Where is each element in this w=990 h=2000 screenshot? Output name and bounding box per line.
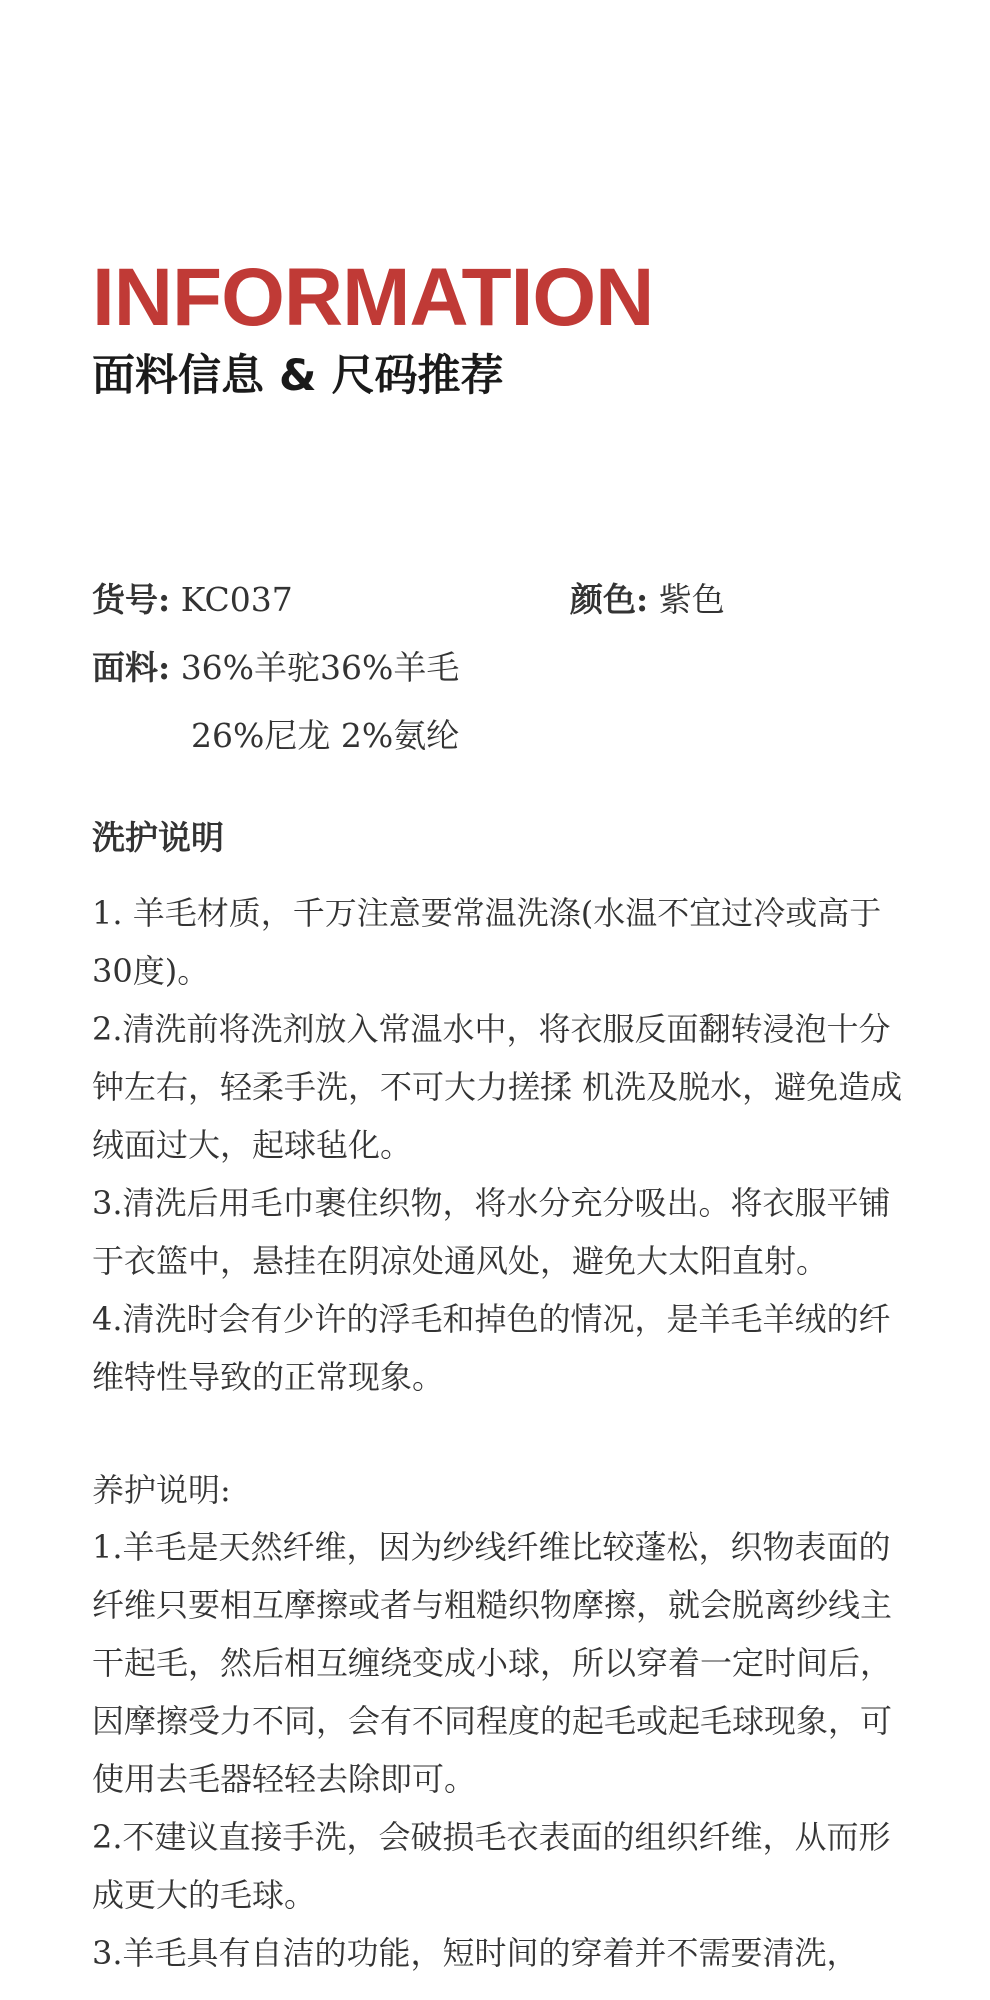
washing-instructions-title: 洗护说明 xyxy=(92,818,224,857)
item-number-value: KC037 xyxy=(180,580,293,619)
header-title-en: INFORMATION xyxy=(92,252,654,343)
color-label: 颜色: xyxy=(570,580,649,619)
washing-instruction-item: 1. 羊毛材质，千万注意要常温洗涤(水温不宜过冷或高于30度)。 xyxy=(92,894,882,990)
item-number-label: 货号: xyxy=(92,580,171,619)
maintenance-instruction-item: 1.羊毛是天然纤维，因为纱线纤维比较蓬松，织物表面的纤维只要相互摩擦或者与粗糙织物摩擦，就会脱离纱线主干起毛，然后相互缠绕变成小球，所以穿着一定时间后，因摩擦受力不同，会有不同程度的起毛或起毛球现象，可使用去毛器轻轻去除即可。 xyxy=(92,1528,893,1798)
maintenance-instructions-title: 养护说明: xyxy=(92,1471,231,1509)
color-value: 紫色 xyxy=(658,580,725,619)
fabric-composition-line1: 36%羊驼36%羊毛 xyxy=(180,648,460,687)
fabric-label: 面料: xyxy=(92,648,171,687)
maintenance-instructions-list xyxy=(92,1518,912,1982)
item-number-row xyxy=(92,580,293,620)
washing-instruction-item: 2.清洗前将洗剂放入常温水中，将衣服反面翻转浸泡十分钟左右，轻柔手洗，不可大力搓揉 机洗及脱水，避免造成绒面过大，起球毡化。 xyxy=(92,1010,903,1164)
fabric-composition-line2: 26%尼龙 2%氨纶 xyxy=(191,716,460,755)
color-row xyxy=(570,580,725,620)
maintenance-instruction-item: 2.不建议直接手洗，会破损毛衣表面的组织纤维，从而形成更大的毛球。 xyxy=(92,1818,891,1914)
washing-instruction-item: 4.清洗时会有少许的浮毛和掉色的情况，是羊毛羊绒的纤维特性导致的正常现象。 xyxy=(92,1300,891,1396)
fabric-row xyxy=(92,648,459,688)
washing-instructions-list xyxy=(92,884,912,1406)
header-title-cn: 面料信息 & 尺码推荐 xyxy=(92,351,504,401)
washing-instruction-item: 3.清洗后用毛巾裹住织物，将水分充分吸出。将衣服平铺于衣篮中，悬挂在阴凉处通风处，避免大太阳直射。 xyxy=(92,1184,891,1280)
maintenance-instruction-item: 3.羊毛具有自洁的功能，短时间的穿着并不需要清洗， xyxy=(92,1934,859,1972)
